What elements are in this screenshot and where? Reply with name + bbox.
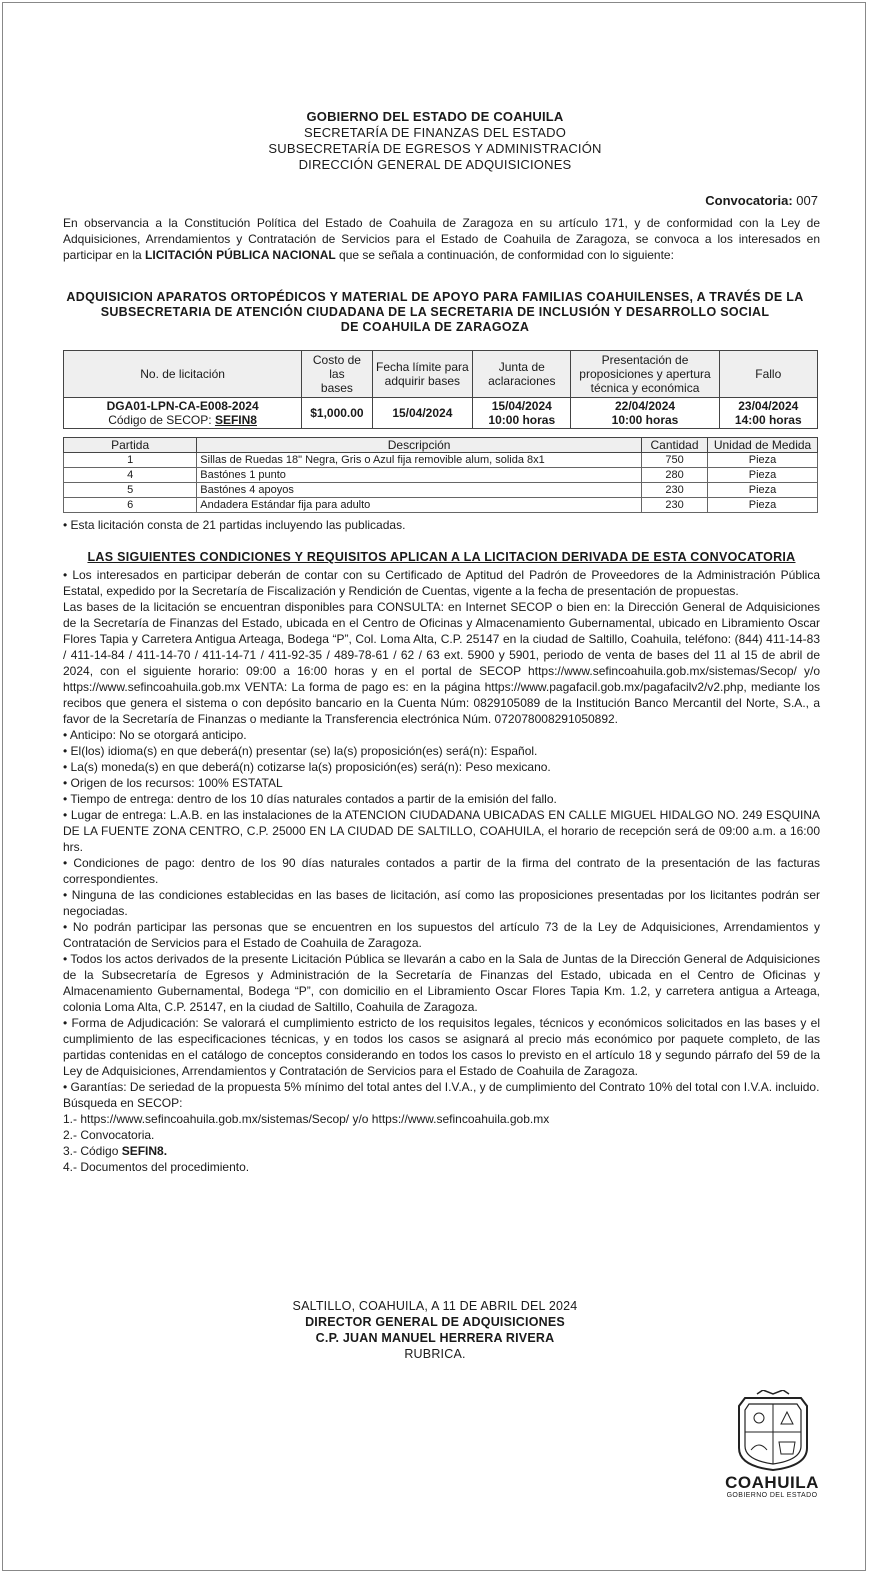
intro-bold: LICITACIÓN PÚBLICA NACIONAL: [145, 248, 336, 262]
col-no-licitacion: No. de licitación: [64, 351, 302, 398]
cell-descripcion: Sillas de Ruedas 18" Negra, Gris o Azul fija removible alum, solida 8x1: [197, 453, 642, 468]
cell-partida: 5: [64, 483, 197, 498]
cell-cantidad: 750: [641, 453, 707, 468]
secop-search-title: Búsqueda en SECOP:: [63, 1096, 183, 1110]
intro-text-2: que se señala a continuación, de conformidad con lo siguiente:: [335, 248, 674, 262]
coahuila-coat-of-arms-icon: [727, 1390, 819, 1472]
cell-descripcion: Bastónes 1 punto: [197, 468, 642, 483]
condition-tiempo-entrega: • Tiempo de entrega: dentro de los 10 días naturales contados a partir de la emisión del fallo.: [63, 792, 557, 806]
condition-anticipo: • Anticipo: No se otorgará anticipo.: [63, 728, 247, 742]
convocatoria-value: 007: [796, 193, 818, 208]
col-junta: Junta de aclaraciones: [473, 351, 571, 398]
intro-text-1: En observancia a la Constitución Política del Estado de Coahuila de Zaragoza en su artículo 171, y de conformidad con la Ley de Adquisiciones, Arrendamientos y Contratación de Servicios para el Estado de Coahuila de Zaragoza, se convoca a los interesados en participar en la: [63, 216, 820, 262]
bid-table-row: [64, 398, 818, 429]
secop-code: SEFIN8: [214, 413, 257, 427]
condition-actos: • Todos los actos derivados de la presente Licitación Pública se llevarán a cabo en la Sala de Juntas de la Dirección General de Adquisiciones de la Subsecretaría de Egresos y Administración de la Secretaría de Finanzas del Estado, ubicada en el Centro de Oficinas y Almacenamiento Gubernamental, Bodega “P”, con domicilio en el Libramiento Oscar Flores Tapia Km. 1.2, y carretera antigua a Arteaga, colonia Loma Alta, C.P. 25147, en la ciudad de Saltillo, Coahuila de Zaragoza.: [63, 952, 820, 1014]
condition-pago: • Condiciones de pago: dentro de los 90 días naturales contados a partir de la firma del contrato de la presentación de las facturas correspondientes.: [63, 856, 820, 886]
cell-fallo: 23/04/2024 14:00 horas: [719, 398, 817, 429]
cell-no-licitacion: DGA01-LPN-CA-E008-2024 Código de SECOP: SEFIN8: [64, 398, 302, 429]
place-date: SALTILLO, COAHUILA, A 11 DE ABRIL DEL 2024: [292, 1299, 578, 1313]
condition-garantias: • Garantías: De seriedad de la propuesta 5% mínimo del total antes del I.V.A., y de cumplimiento del Contrato 10% del total con I.V.A. incluido.: [63, 1080, 820, 1094]
condition-bases: Las bases de la licitación se encuentran disponibles para CONSULTA: en Internet SECOP o bien en: la Dirección General de Adquisiciones de la Secretaría de Finanzas del Estado, ubicada en el Centro de Oficinas y Almacenamiento Gubernamental, ubicado en Libramiento Oscar Flores Tapia y Carretera Antigua Arteaga, Bodega “P”, Col. Loma Alta, C.P. 25147 en la ciudad de Saltillo, Coahuila, teléfono: (844) 411-14-83 / 411-14-84 / 411-14-70 / 411-14-71 / 411-92-35 / 489-78-61 / 62 / 63 ext. 5900 y 5901, periodo de venta de bases del 11 al 15 de abril de 2024, con el siguiente horario: 09:00 a 16:00 horas y en el portal de SECOP https://www.sefincoahuila.gob.mx/sistemas/Secop/ y/o https://www.sefincoahuila.gob.mx VENTA: La forma de pago es: en la página https://www.pagafacil.gob.mx/pagafacilv2/v2.php, mediante los recibos que genera el sistema o con depósito bancario en la Cuenta Núm: 0829105089 de la Institución Banco Mercantil del Norte, S.A., a favor de la Secretaría de Finanzas o mediante la Transferencia electrónica Núm. 072078008291050892.: [63, 600, 820, 726]
header-subsecretariat: SUBSECRETARÍA DE EGRESOS Y ADMINISTRACIÓN: [268, 141, 602, 156]
cell-descripcion: Andadera Estándar fija para adulto: [197, 498, 642, 513]
table-row: [64, 498, 818, 513]
object-title: [50, 290, 820, 335]
cell-unidad: Pieza: [708, 483, 818, 498]
object-title-line-3: DE COAHUILA DE ZARAGOZA: [340, 320, 530, 334]
condition-lugar-entrega: • Lugar de entrega: L.A.B. en las instalaciones de la ATENCION CIUDADANA UBICADAS EN CALLE MIGUEL HIDALGO NO. 249 ESQUINA DE LA FUENTE ZONA CENTRO, C.P. 25000 EN LA CIUDAD DE SALTILLO, COAHUILA, el horario de recepción será de 09:00 a.m. a 16:00 hrs.: [63, 808, 820, 854]
bid-table-header: [64, 351, 818, 398]
condition-moneda: • La(s) moneda(s) en que deberá(n) cotizarse la(s) proposición(es) será(n): Peso mexicano.: [63, 760, 551, 774]
condition-adjudicacion: • Forma de Adjudicación: Se valorará el cumplimiento estricto de los requisitos legales, técnicos y económicos solicitados en las bases y el cumplimiento de las especificaciones técnicas, y en todos los casos se asignará al precio más económico por paquete completo, de las partidas contenidas en el catálogo de conceptos considerando en todos los casos lo previsto en el artículo 18 y segundo párrafo del 59 de la Ley de Adquisiciones, Arrendamientos y Contratación de Servicios para el Estado de Coahuila de Zaragoza.: [63, 1016, 820, 1078]
header-direction: DIRECCIÓN GENERAL DE ADQUISICIONES: [298, 157, 572, 172]
col-unidad: Unidad de Medida: [708, 438, 818, 453]
secop-step-3: 3.- Código SEFIN8.: [63, 1144, 168, 1158]
table-row: [64, 483, 818, 498]
cell-junta: 15/04/2024 10:00 horas: [473, 398, 571, 429]
seal-subtitle: GOBIERNO DEL ESTADO: [726, 1492, 818, 1499]
secop-step-2: 2.- Convocatoria.: [63, 1128, 155, 1142]
cell-unidad: Pieza: [708, 468, 818, 483]
bid-table: [63, 350, 818, 429]
table-row: [64, 468, 818, 483]
header-government: GOBIERNO DEL ESTADO DE COAHUILA: [306, 109, 564, 124]
col-fallo: Fallo: [719, 351, 817, 398]
secop-step-4: 4.- Documentos del procedimiento.: [63, 1160, 250, 1174]
cell-unidad: Pieza: [708, 453, 818, 468]
cell-presentacion: 22/04/2024 10:00 horas: [571, 398, 719, 429]
seal-name: COAHUILA: [725, 1473, 819, 1492]
col-descripcion: Descripción: [197, 438, 642, 453]
document-header: [0, 109, 870, 173]
col-partida: Partida: [64, 438, 197, 453]
partidas-note: • Esta licitación consta de 21 partidas incluyendo las publicadas.: [63, 518, 406, 532]
condition-origen: • Origen de los recursos: 100% ESTATAL: [63, 776, 283, 790]
object-title-line-2: SUBSECRETARIA DE ATENCIÓN CIUDADANA DE LA SECRETARIA DE INCLUSIÓN Y DESARROLLO SOCIAL: [100, 305, 770, 319]
cell-descripcion: Bastónes 4 apoyos: [197, 483, 642, 498]
signer-title: DIRECTOR GENERAL DE ADQUISICIONES: [305, 1315, 565, 1329]
cell-costo: $1,000.00: [302, 398, 372, 429]
signer-name: C.P. JUAN MANUEL HERRERA RIVERA: [315, 1331, 555, 1345]
cell-cantidad: 230: [641, 498, 707, 513]
cell-partida: 1: [64, 453, 197, 468]
object-title-line-1: ADQUISICION APARATOS ORTOPÉDICOS Y MATERIAL DE APOYO PARA FAMILIAS COAHUILENSES, A TRAVÉS DE LA: [66, 290, 804, 304]
conditions-title: LAS SIGUIENTES CONDICIONES Y REQUISITOS APLICAN A LA LICITACION DERIVADA DE ESTA CONVOCATORIA: [87, 550, 796, 564]
intro-paragraph: [63, 215, 820, 263]
condition-negociacion: • Ninguna de las condiciones establecidas en las bases de licitación, así como las proposiciones presentadas por los licitantes podrán ser negociadas.: [63, 888, 820, 918]
cell-fecha-limite: 15/04/2024: [372, 398, 472, 429]
rubrica: RUBRICA.: [404, 1347, 466, 1361]
header-secretariat: SECRETARÍA DE FINANZAS DEL ESTADO: [303, 125, 567, 140]
convocatoria-number: [705, 193, 818, 208]
secop-step-1: 1.- https://www.sefincoahuila.gob.mx/sistemas/Secop/ y/o https://www.sefincoahuila.gob.mx: [63, 1112, 550, 1126]
cell-cantidad: 280: [641, 468, 707, 483]
conditions-body: [63, 567, 820, 1175]
convocatoria-label: Convocatoria:: [705, 193, 793, 208]
condition-idioma: • El(los) idioma(s) en que deberá(n) presentar (se) la(s) proposición(es) será(n): Español.: [63, 744, 538, 758]
col-fecha-limite: Fecha límite para adquirir bases: [372, 351, 472, 398]
items-table-header: [64, 438, 818, 453]
items-table: [63, 437, 818, 513]
col-cantidad: Cantidad: [641, 438, 707, 453]
col-presentacion: Presentación de proposiciones y apertura técnica y económica: [571, 351, 719, 398]
condition-impedidos: • No podrán participar las personas que se encuentren en los supuestos del artículo 73 de la Ley de Adquisiciones, Arrendamientos y Contratación de Servicios para el Estado de Coahuila de Zaragoza.: [63, 920, 820, 950]
table-row: [64, 453, 818, 468]
condition-padron: • Los interesados en participar deberán de contar con su Certificado de Aptitud del Padrón de Proveedores de la Administración Pública Estatal, expedido por la Secretaría de Fiscalización y Rendición de Cuentas, vigente a la fecha de presentación de propuestas.: [63, 568, 820, 598]
cell-partida: 6: [64, 498, 197, 513]
cell-partida: 4: [64, 468, 197, 483]
cell-unidad: Pieza: [708, 498, 818, 513]
cell-cantidad: 230: [641, 483, 707, 498]
signature-block: [0, 1298, 870, 1362]
col-costo: Costo de las bases: [302, 351, 372, 398]
